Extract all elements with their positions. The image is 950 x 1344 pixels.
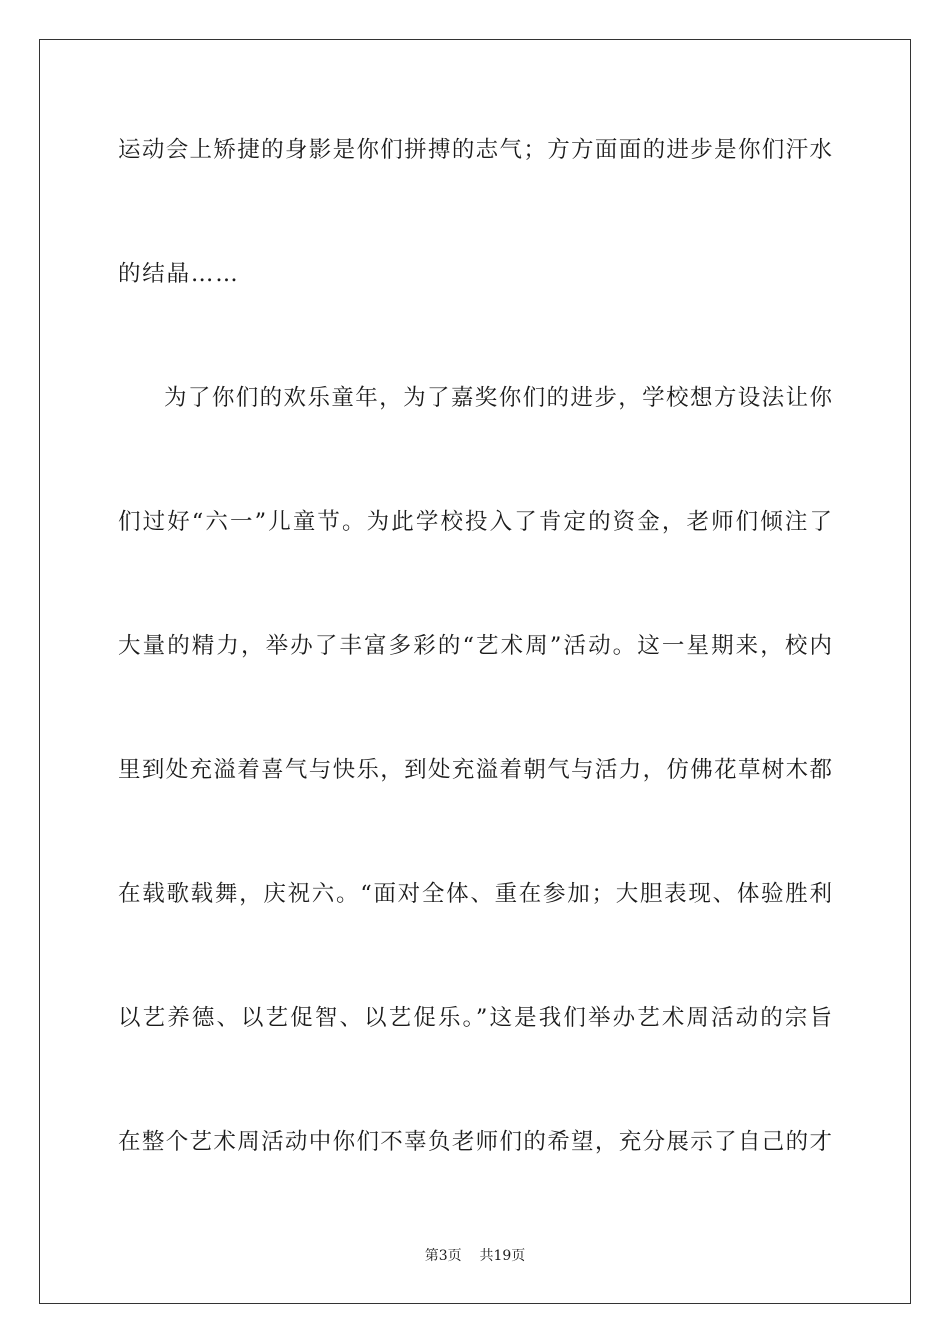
- paragraph-line: 运动会上矫捷的身影是你们拼搏的志气；方方面面的进步是你们汗水: [118, 137, 832, 163]
- paragraph-line: 里到处充溢着喜气与快乐，到处充溢着朝气与活力，仿佛花草树木都: [118, 757, 832, 783]
- page-number: 第3页 共19页: [424, 1248, 526, 1264]
- paragraph-line: 在整个艺术周活动中你们不辜负老师们的希望，充分展示了自己的才: [118, 1129, 832, 1155]
- paragraph-line: 为了你们的欢乐童年，为了嘉奖你们的进步，学校想方设法让你: [164, 385, 832, 411]
- paragraph-line: 在载歌载舞，庆祝六。“面对全体、重在参加；大胆表现、体验胜利: [118, 881, 832, 907]
- paragraph-line: 的结晶……: [118, 261, 240, 287]
- paragraph-line: 以艺养德、以艺促智、以艺促乐。”这是我们举办艺术周活动的宗旨: [118, 1005, 832, 1031]
- paragraph-line: 们过好“六一”儿童节。为此学校投入了肯定的资金，老师们倾注了: [118, 509, 832, 535]
- page-frame: [39, 39, 911, 1304]
- paragraph-line: 大量的精力，举办了丰富多彩的“艺术周”活动。这一星期来，校内: [118, 633, 832, 659]
